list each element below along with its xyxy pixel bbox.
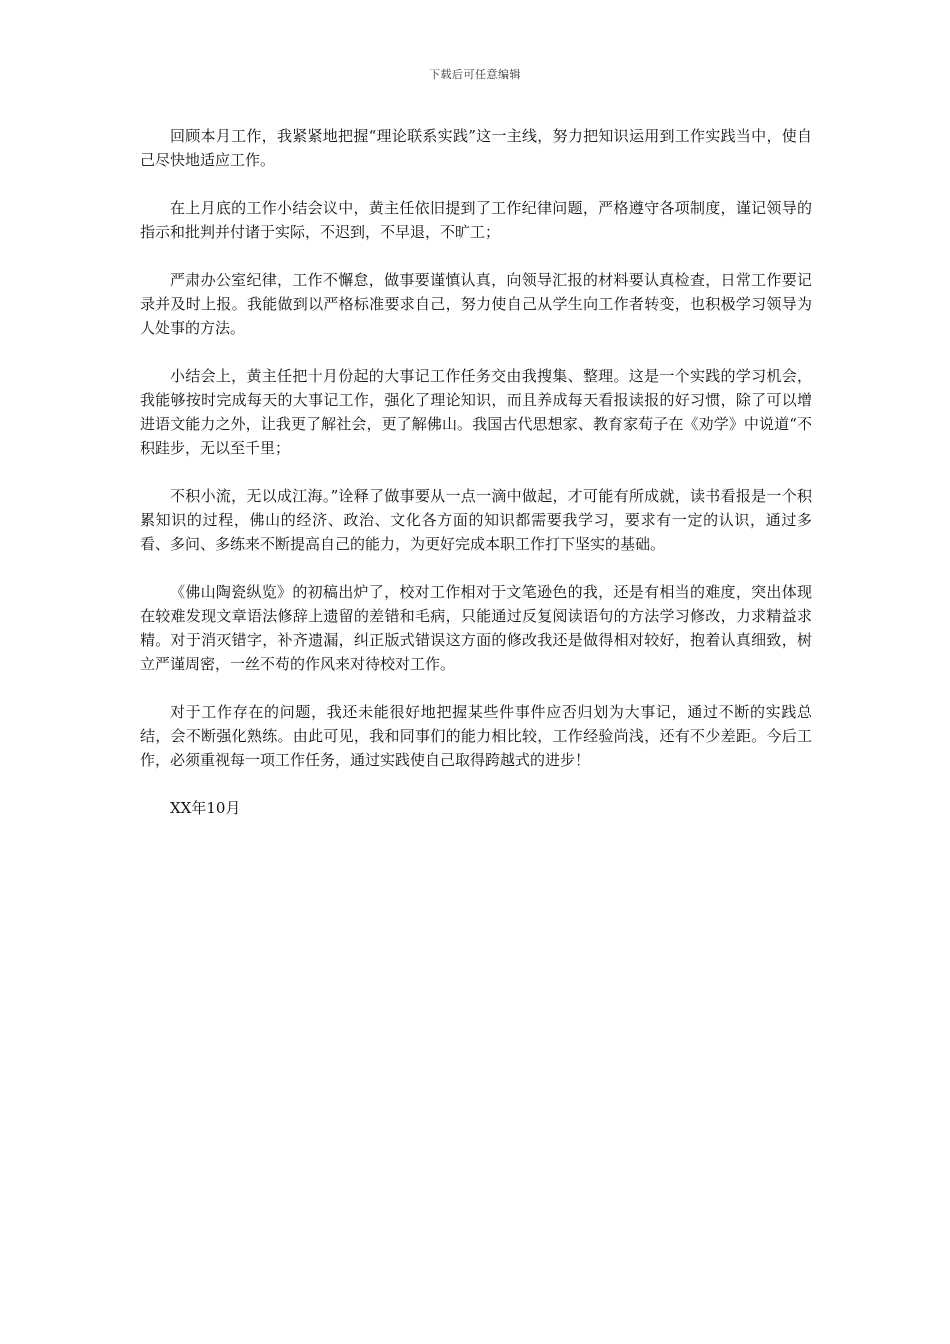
- paragraph-3: 严肃办公室纪律，工作不懈怠，做事要谨慎认真，向领导汇报的材料要认真检查，日常工作要记录并及时上报。我能做到以严格标准要求自己，努力使自己从学生向工作者转变，也积极学习领导为人处事的方法。: [140, 271, 812, 337]
- header-note: 下载后可任意编辑: [429, 68, 521, 81]
- paragraph-6: 《佛山陶瓷纵览》的初稿出炉了，校对工作相对于文笔逊色的我，还是有相当的难度，突出体现在较难发现文章语法修辞上遗留的差错和毛病，只能通过反复阅读语句的方法学习修改，力求精益求精。对于消灭错字，补齐遗漏，纠正版式错误这方面的修改我还是做得相对较好，抱着认真细致，树立严谨周密，一丝不苟的作风来对待校对工作。: [140, 583, 812, 673]
- paragraph-7: 对于工作存在的问题，我还未能很好地把握某些件事件应否归划为大事记，通过不断的实践总结，会不断强化熟练。由此可见，我和同事们的能力相比较，工作经验尚浅，还有不少差距。今后工作，必须重视每一项工作任务，通过实践使自己取得跨越式的进步！: [140, 703, 812, 769]
- document-body: [140, 124, 812, 820]
- paragraph-2: 在上月底的工作小结会议中，黄主任依旧提到了工作纪律问题，严格遵守各项制度，谨记领导的指示和批判并付诸于实际，不迟到，不早退，不旷工；: [140, 199, 812, 241]
- paragraph-4: 小结会上，黄主任把十月份起的大事记工作任务交由我搜集、整理。这是一个实践的学习机会，我能够按时完成每天的大事记工作，强化了理论知识，而且养成每天看报读报的好习惯，除了可以增进语文能力之外，让我更了解社会，更了解佛山。我国古代思想家、教育家荀子在《劝学》中说道“不积跬步，无以至千里；: [140, 367, 812, 457]
- paragraph-5: 不积小流，无以成江海。”诠释了做事要从一点一滴中做起，才可能有所成就，读书看报是一个积累知识的过程，佛山的经济、政治、文化各方面的知识都需要我学习，要求有一定的认识，通过多看、多问、多练来不断提高自己的能力，为更好完成本职工作打下坚实的基础。: [140, 487, 812, 553]
- paragraph-1: 回顾本月工作，我紧紧地把握“理论联系实践”这一主线，努力把知识运用到工作实践当中，使自己尽快地适应工作。: [140, 127, 812, 169]
- document-date: XX年10月: [170, 799, 241, 817]
